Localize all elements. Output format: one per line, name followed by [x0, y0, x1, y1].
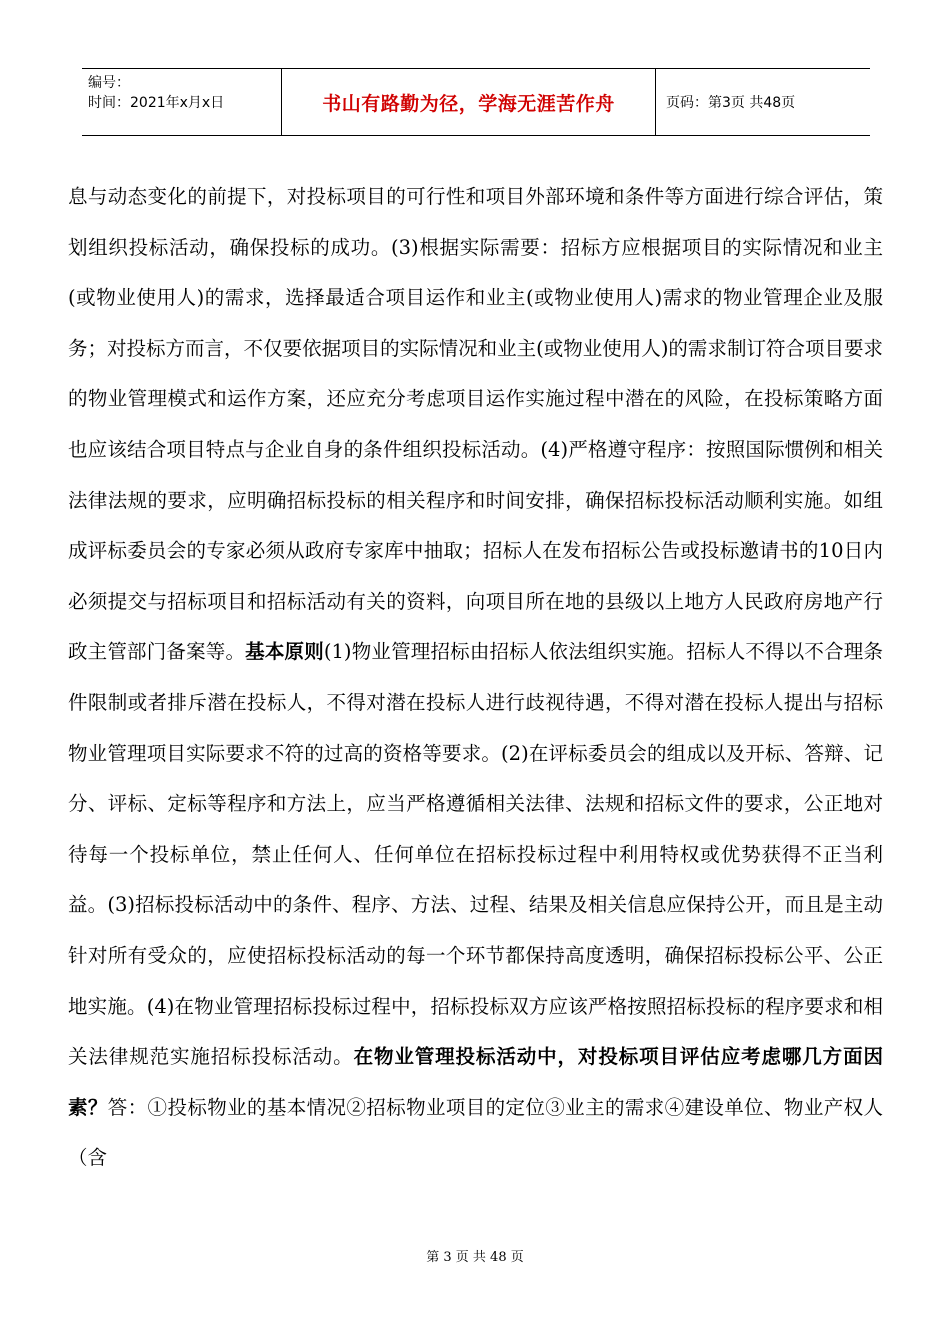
header-motto-cell — [282, 69, 656, 135]
section-heading-basic-principles: 基本原则 — [245, 640, 324, 664]
header-left-cell — [82, 69, 282, 135]
document-body — [68, 172, 883, 1184]
document-number-label: 编号： — [88, 75, 130, 91]
header-motto: 书山有路勤为径，学海无涯苦作舟 — [322, 92, 615, 115]
body-text-segment: (1)物业管理招标由招标人依法组织实施。招标人不得以不合理条件限制或者排斥潜在投标人，不得对潜在投标人进行歧视待遇，不得对潜在投标人提出与招标物业管理项目实际要求不符的过高的资格等要求。(2)在评标委员会的组成以及开标、答辩、记分、评标、定标等程序和方法上，应当严格遵循相关法律、法规和招标文件的要求，公正地对待每一个投标单位，禁止任何人、任何单位在招标投标过程中利用特权或优势获得不正当利益。(3)招标投标活动中的条件、程序、方法、过程、结果及相关信息应保持公开，而且是主动针对所有受众的，应使招标投标活动的每一个环节都保持高度透明，确保招标投标公平、公正地实施。(4)在物业管理招标投标过程中，招标投标双方应该严格按照招标投标的程序要求和相关法律规范实施招标投标活动。 — [68, 640, 883, 1069]
page-footer: 第 3 页 共 48 页 — [426, 1250, 524, 1265]
header-page-info-cell — [656, 69, 870, 135]
page-header — [82, 68, 870, 136]
header-page-info: 页码：第3页 共48页 — [666, 95, 796, 111]
body-paragraph — [68, 172, 883, 1184]
question-heading: 在物业管理投标活动中，对投标项目评估应考虑哪几方面因素？ — [68, 1045, 883, 1119]
document-time-label: 时间：2021年x月x日 — [88, 95, 225, 111]
body-text-segment: 息与动态变化的前提下，对投标项目的可行性和项目外部环境和条件等方面进行综合评估，策划组织投标活动，确保投标的成功。(3)根据实际需要：招标方应根据项目的实际情况和业主(或物业使用人)的需求，选择最适合项目运作和业主(或物业使用人)需求的物业管理企业及服务；对投标方而言，不仅要依据项目的实际情况和业主(或物业使用人)的需求制订符合项目要求的物业管理模式和运作方案，还应充分考虑项目运作实施过程中潜在的风险，在投标策略方面也应该结合项目特点与企业自身的条件组织投标活动。(4)严格遵守程序：按照国际惯例和相关法律法规的要求，应明确招标投标的相关程序和时间安排，确保招标投标活动顺利实施。如组成评标委员会的专家必须从政府专家库中抽取；招标人在发布招标公告或投标邀请书的10日内必须提交与招标项目和招标活动有关的资料，向项目所在地的县级以上地方人民政府房地产行政主管部门备案等。 — [68, 185, 883, 664]
answer-text: 答：①投标物业的基本情况②招标物业项目的定位③业主的需求④建设单位、物业产权人（含 — [68, 1095, 883, 1170]
